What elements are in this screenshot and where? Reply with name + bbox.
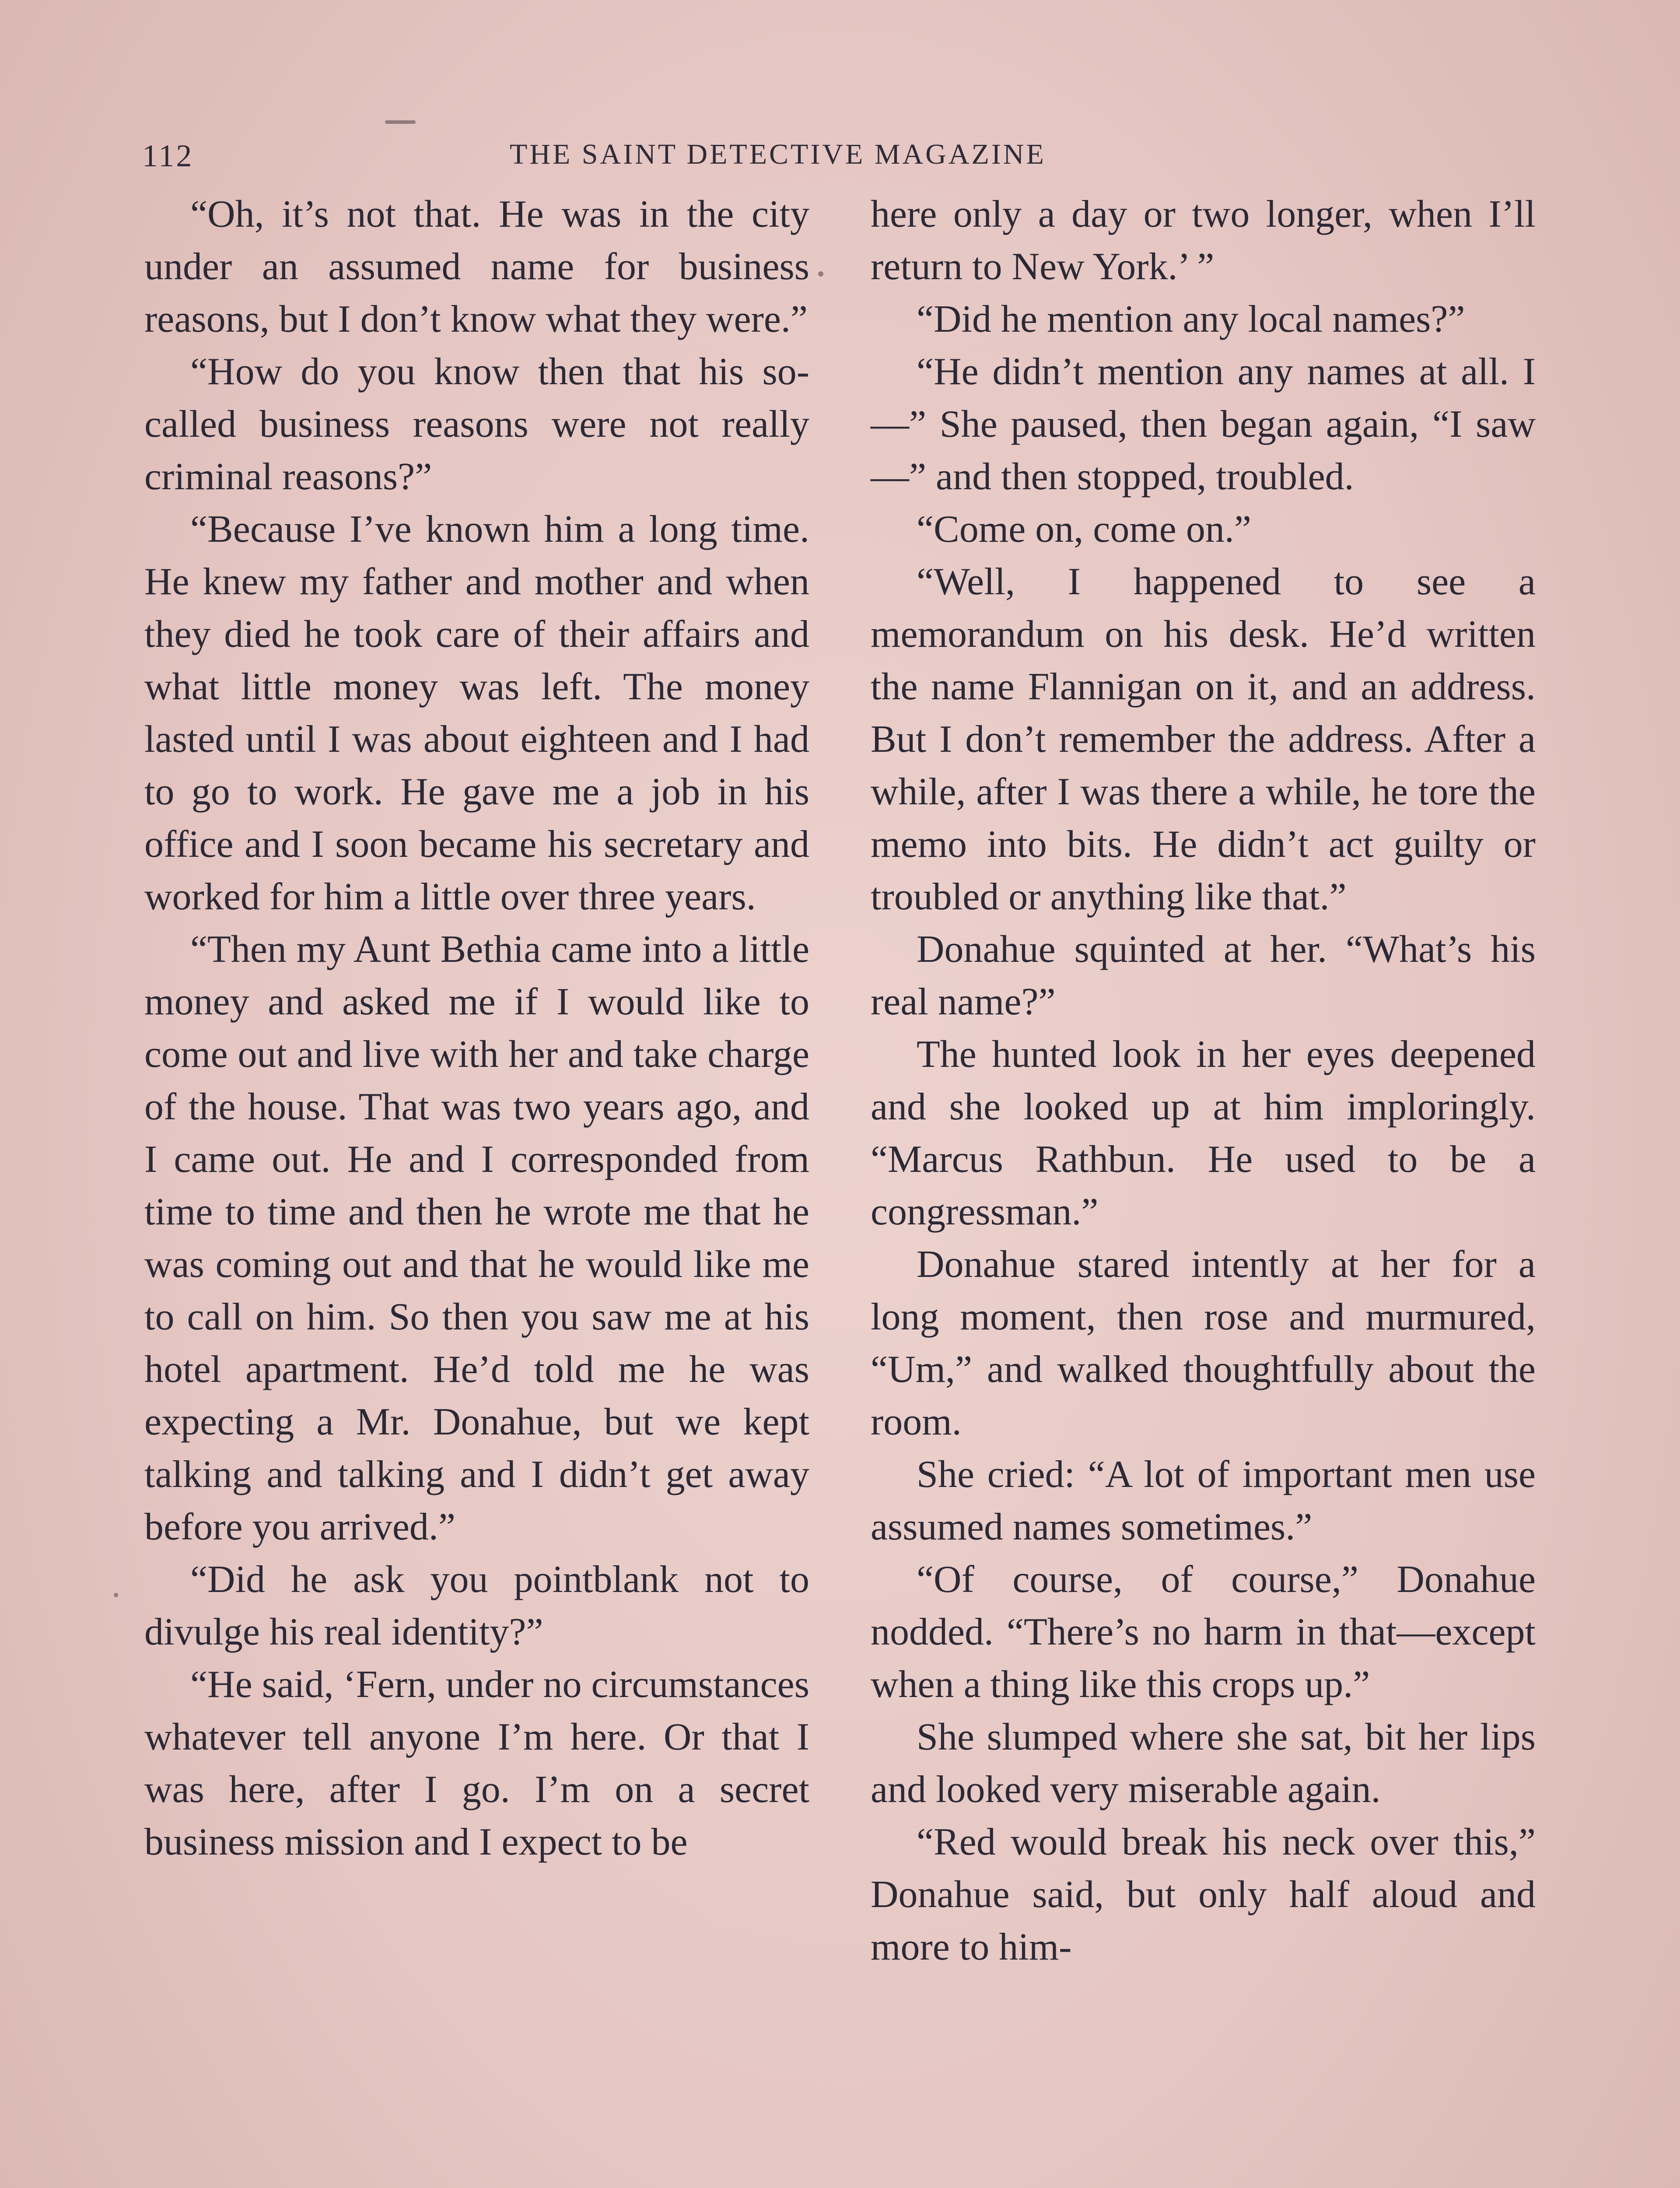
paragraph: “Red would break his neck over this,” Donahue said, but only half aloud and more to him- <box>871 1821 1536 1968</box>
paragraph: Donahue squinted at her. “What’s his real name?” <box>871 928 1536 1023</box>
paper-speck <box>114 1593 118 1597</box>
paper-speck <box>385 120 416 124</box>
paragraph: “Well, I happened to see a memorandum on his desk. He’d written the name Flannigan on it, and an address. But I don’t remember the address. After a while, after I was there a while, he tore the memo into bits. He didn’t act guilty or troubled or anything like that.” <box>871 561 1536 918</box>
paragraph: “He said, ‘Fern, under no circumstances whatever tell anyone I’m here. Or that I was here, after I go. I’m on a secret business mission and I expect to be <box>144 1663 809 1863</box>
paragraph: She cried: “A lot of important men use assumed names sometimes.” <box>871 1453 1536 1548</box>
paragraph: “Oh, it’s not that. He was in the city under an assumed name for business reasons, but I don’t know what they were.” <box>144 193 809 340</box>
page-header <box>142 138 1542 177</box>
paragraph: “Come on, come on.” <box>917 508 1251 551</box>
paragraph: “Of course, of course,” Donahue nodded. “There’s no harm in that—except when a thing like this crops up.” <box>871 1558 1536 1706</box>
paragraph: “Did he mention any local names?” <box>917 298 1465 340</box>
paragraph: Donahue stared intently at her for a long moment, then rose and murmured, “Um,” and walked thoughtfully about the room. <box>871 1243 1536 1443</box>
paragraph: “Did he ask you pointblank not to divulge his real identity?” <box>144 1558 809 1653</box>
page-number: 112 <box>142 138 194 173</box>
right-column <box>871 188 1536 1974</box>
paragraph: She slumped where she sat, bit her lips and looked very miserable again. <box>871 1716 1536 1811</box>
left-column <box>144 188 809 1869</box>
paragraph: The hunted look in her eyes deepened and she looked up at him imploringly. “Marcus Rathbun. He used to be a congressman.” <box>871 1033 1536 1233</box>
paragraph: here only a day or two longer, when I’ll return to New York.’ ” <box>871 193 1536 288</box>
paragraph: “Then my Aunt Bethia came into a little money and asked me if I would like to come out and live with her and take charge of the house. That was two years ago, and I came out. He and I corresponded from time to time and then he wrote me that he was coming out and that he would like me to call on him. So then you saw me at his hotel apartment. He’d told me he was expecting a Mr. Donahue, but we kept talking and talking and I didn’t get away before you arrived.” <box>144 928 809 1548</box>
paragraph: “Because I’ve known him a long time. He knew my father and mother and when they died he took care of their affairs and what little money was left. The money lasted until I was about eighteen and I had to go to work. He gave me a job in his office and I soon became his secretary and worked for him a little over three years. <box>144 508 809 918</box>
paragraph: “He didn’t mention any names at all. I—” She paused, then began again, “I saw—” and then stopped, troubled. <box>871 351 1536 498</box>
paper-speck <box>818 271 823 277</box>
paragraph: “How do you know then that his so-called business reasons were not really criminal reasons?” <box>144 351 809 498</box>
running-head: THE SAINT DETECTIVE MAGAZINE <box>510 138 1046 170</box>
